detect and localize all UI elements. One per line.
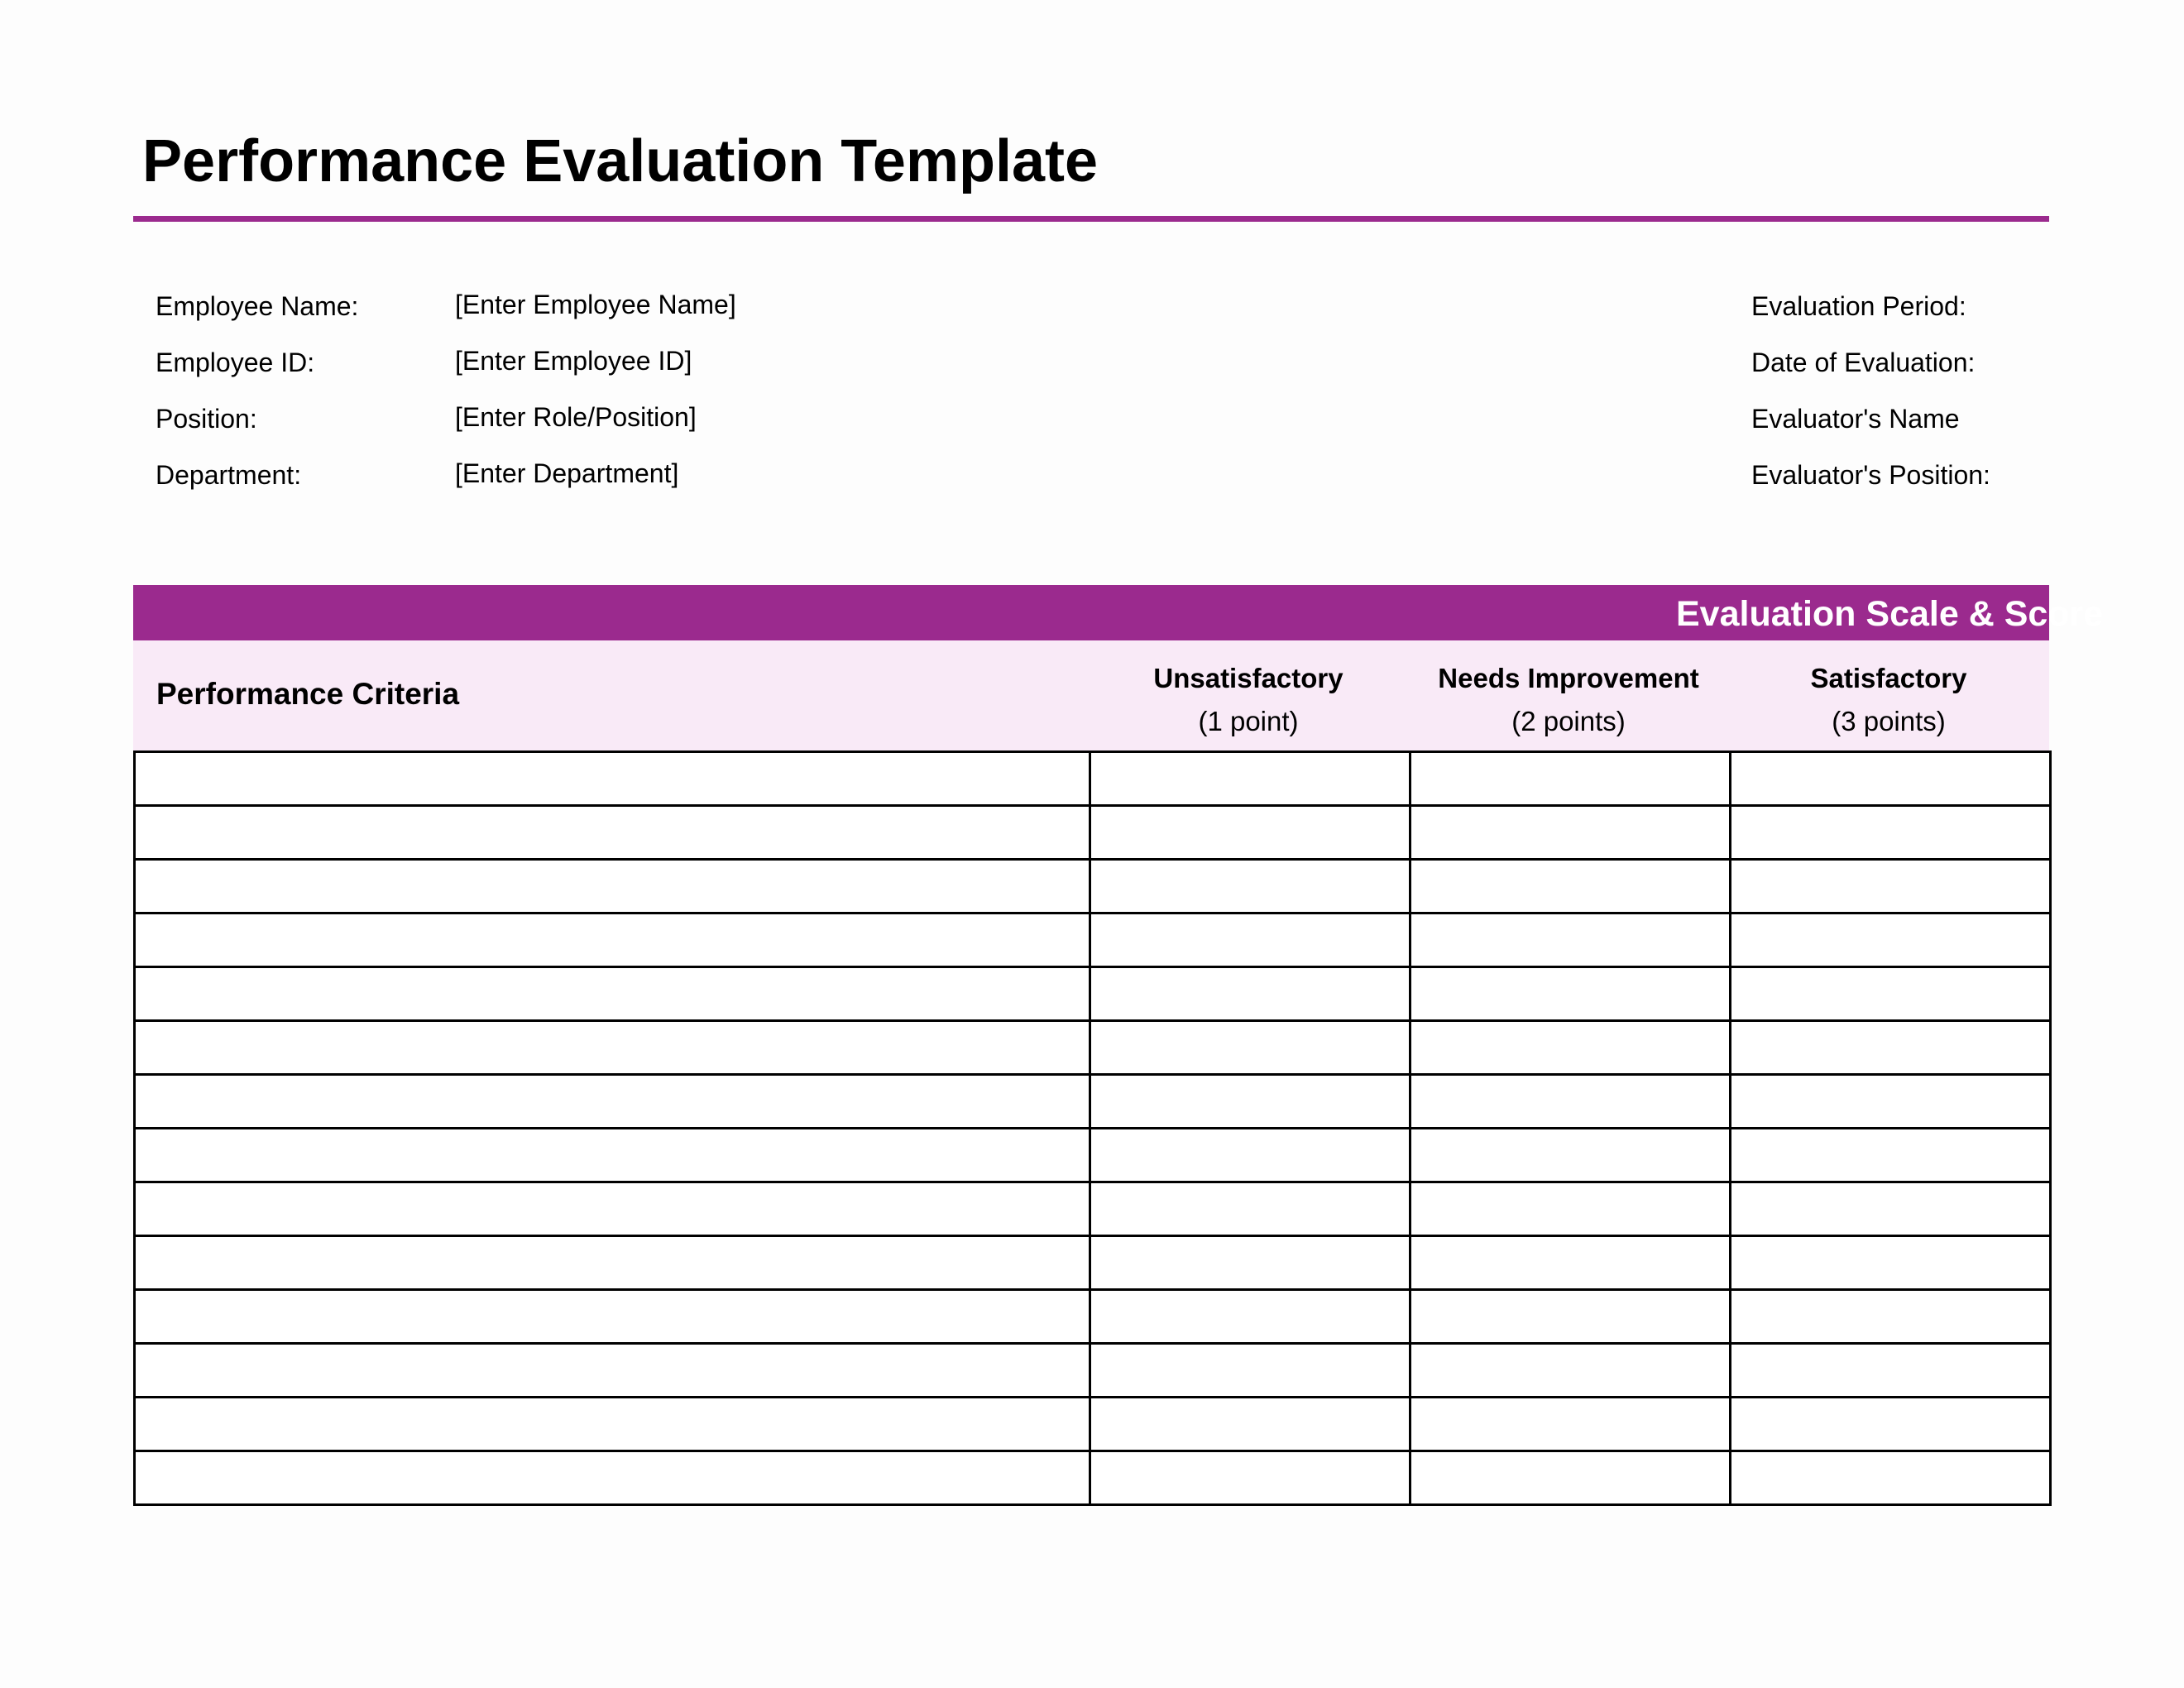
unsatisfactory-cell[interactable]: [1090, 1398, 1410, 1451]
unsatisfactory-cell[interactable]: [1090, 752, 1410, 806]
criteria-cell[interactable]: [135, 1236, 1090, 1290]
position-field[interactable]: [Enter Role/Position]: [455, 402, 697, 432]
employee-name-label: Employee Name:: [156, 291, 359, 321]
column-name: Needs Improvement: [1438, 663, 1699, 693]
needs-improvement-column-header: [1408, 657, 1729, 743]
column-points: (1 point): [1198, 706, 1299, 736]
needs-improvement-cell[interactable]: [1410, 1398, 1731, 1451]
column-points: (3 points): [1832, 706, 1946, 736]
unsatisfactory-cell[interactable]: [1090, 1182, 1410, 1236]
unsatisfactory-cell[interactable]: [1090, 1075, 1410, 1129]
column-points: (2 points): [1511, 706, 1626, 736]
evaluation-table-body: [135, 752, 2051, 1505]
satisfactory-cell[interactable]: [1731, 1021, 2051, 1075]
needs-improvement-cell[interactable]: [1410, 806, 1731, 860]
table-row: [135, 1236, 2051, 1290]
satisfactory-column-header: [1728, 657, 2049, 743]
satisfactory-cell[interactable]: [1731, 1290, 2051, 1344]
evaluator-position-label: Evaluator's Position:: [1751, 460, 1990, 490]
satisfactory-cell[interactable]: [1731, 1398, 2051, 1451]
needs-improvement-cell[interactable]: [1410, 1182, 1731, 1236]
unsatisfactory-column-header: [1088, 657, 1409, 743]
table-row: [135, 1075, 2051, 1129]
unsatisfactory-cell[interactable]: [1090, 1021, 1410, 1075]
unsatisfactory-cell[interactable]: [1090, 1344, 1410, 1398]
criteria-cell[interactable]: [135, 1129, 1090, 1182]
table-header: [133, 640, 2049, 750]
criteria-cell[interactable]: [135, 752, 1090, 806]
column-name: Satisfactory: [1810, 663, 1967, 693]
needs-improvement-cell[interactable]: [1410, 967, 1731, 1021]
satisfactory-cell[interactable]: [1731, 860, 2051, 914]
criteria-cell[interactable]: [135, 860, 1090, 914]
needs-improvement-cell[interactable]: [1410, 914, 1731, 967]
table-row: [135, 752, 2051, 806]
employee-id-field[interactable]: [Enter Employee ID]: [455, 346, 692, 376]
criteria-cell[interactable]: [135, 967, 1090, 1021]
unsatisfactory-cell[interactable]: [1090, 914, 1410, 967]
criteria-cell[interactable]: [135, 1021, 1090, 1075]
satisfactory-cell[interactable]: [1731, 1451, 2051, 1505]
table-row: [135, 967, 2051, 1021]
table-row: [135, 1451, 2051, 1505]
needs-improvement-cell[interactable]: [1410, 860, 1731, 914]
needs-improvement-cell[interactable]: [1410, 1021, 1731, 1075]
criteria-column-header: Performance Criteria: [156, 677, 460, 711]
satisfactory-cell[interactable]: [1731, 1344, 2051, 1398]
criteria-cell[interactable]: [135, 1344, 1090, 1398]
satisfactory-cell[interactable]: [1731, 806, 2051, 860]
title-divider: [133, 216, 2049, 222]
satisfactory-cell[interactable]: [1731, 752, 2051, 806]
table-row: [135, 1182, 2051, 1236]
unsatisfactory-cell[interactable]: [1090, 860, 1410, 914]
needs-improvement-cell[interactable]: [1410, 1075, 1731, 1129]
unsatisfactory-cell[interactable]: [1090, 1129, 1410, 1182]
criteria-cell[interactable]: [135, 806, 1090, 860]
employee-id-label: Employee ID:: [156, 348, 315, 377]
evaluation-period-label: Evaluation Period:: [1751, 291, 1966, 321]
table-row: [135, 1129, 2051, 1182]
table-row: [135, 1344, 2051, 1398]
unsatisfactory-cell[interactable]: [1090, 1236, 1410, 1290]
needs-improvement-cell[interactable]: [1410, 1129, 1731, 1182]
unsatisfactory-cell[interactable]: [1090, 1451, 1410, 1505]
evaluation-date-label: Date of Evaluation:: [1751, 348, 1976, 377]
needs-improvement-cell[interactable]: [1410, 1344, 1731, 1398]
satisfactory-cell[interactable]: [1731, 1075, 2051, 1129]
satisfactory-cell[interactable]: [1731, 914, 2051, 967]
department-label: Department:: [156, 460, 302, 490]
unsatisfactory-cell[interactable]: [1090, 1290, 1410, 1344]
needs-improvement-cell[interactable]: [1410, 1290, 1731, 1344]
satisfactory-cell[interactable]: [1731, 1236, 2051, 1290]
needs-improvement-cell[interactable]: [1410, 1236, 1731, 1290]
criteria-cell[interactable]: [135, 1182, 1090, 1236]
evaluator-name-label: Evaluator's Name: [1751, 404, 1960, 434]
evaluation-table: [133, 750, 2052, 1506]
criteria-cell[interactable]: [135, 1075, 1090, 1129]
table-row: [135, 860, 2051, 914]
criteria-cell[interactable]: [135, 1398, 1090, 1451]
table-row: [135, 1398, 2051, 1451]
unsatisfactory-cell[interactable]: [1090, 967, 1410, 1021]
position-label: Position:: [156, 404, 257, 434]
employee-name-field[interactable]: [Enter Employee Name]: [455, 290, 736, 319]
satisfactory-cell[interactable]: [1731, 1182, 2051, 1236]
table-row: [135, 1021, 2051, 1075]
table-row: [135, 914, 2051, 967]
page-title: Performance Evaluation Template: [142, 128, 1099, 194]
needs-improvement-cell[interactable]: [1410, 752, 1731, 806]
evaluation-scale-title: Evaluation Scale & Score: [1676, 594, 2104, 634]
column-name: Unsatisfactory: [1153, 663, 1343, 693]
criteria-cell[interactable]: [135, 1451, 1090, 1505]
department-field[interactable]: [Enter Department]: [455, 458, 679, 488]
satisfactory-cell[interactable]: [1731, 1129, 2051, 1182]
unsatisfactory-cell[interactable]: [1090, 806, 1410, 860]
table-row: [135, 806, 2051, 860]
evaluation-scale-banner: [133, 585, 2104, 640]
satisfactory-cell[interactable]: [1731, 967, 2051, 1021]
criteria-cell[interactable]: [135, 914, 1090, 967]
needs-improvement-cell[interactable]: [1410, 1451, 1731, 1505]
criteria-cell[interactable]: [135, 1290, 1090, 1344]
table-row: [135, 1290, 2051, 1344]
